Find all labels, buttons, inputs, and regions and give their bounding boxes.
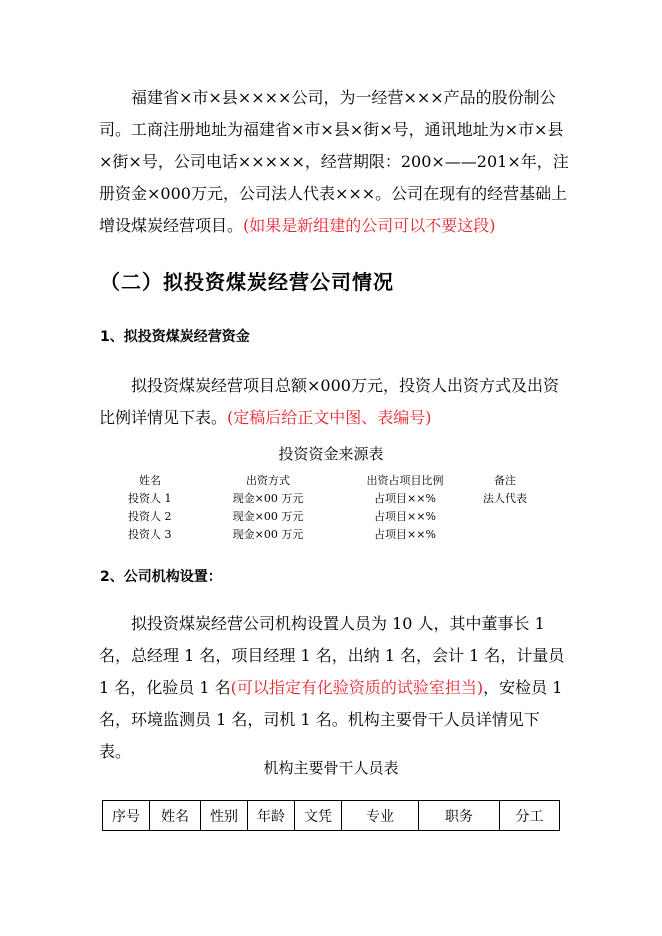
- subsection-2-heading: 2、公司机构设置：: [100, 569, 222, 585]
- fund-cell: 投资人 2: [128, 510, 172, 523]
- staff-table: [102, 800, 560, 831]
- fund-header-cell: 姓名: [139, 474, 161, 487]
- organization-text-end: ，安检员 1 名，环境监测员 1 名，司机 1 名。机构主要骨干人员详情见下表。: [99, 678, 563, 761]
- intro-paragraph: [99, 82, 569, 242]
- intro-text: 福建省×市×县××××公司，为一经营×××产品的股份制公司。工商注册地址为福建省×市×县×街×号，通讯地址为×市×县×街×号，公司电话×××××，经营期限：200×——201×年，注册资金×000万元，公司法人代表×××。公司在现有的经营基础上增设煤炭经营项目。: [99, 88, 569, 235]
- fund-cell: 投资人 1: [128, 492, 172, 505]
- fund-cell: 占项目××%: [374, 492, 436, 505]
- fund-header-cell: 出资占项目比例: [366, 474, 444, 487]
- fund-cell: 现金×00 万元: [232, 510, 304, 523]
- staff-header-cell: 文凭: [295, 801, 342, 831]
- fund-cell: 投资人 3: [128, 528, 172, 541]
- fund-cell: 占项目××%: [374, 528, 436, 541]
- organization-text: 拟投资煤炭经营公司机构设置人员为 10 人，其中董事长 1 名，总经理 1 名，项目经理 1 名，出纳 1 名，会计 1 名，计量员 1 名，化验员 1 名: [99, 614, 565, 697]
- fund-cell: 现金×00 万元: [232, 528, 304, 541]
- subsection-1-heading: 1、拟投资煤炭经营资金: [100, 329, 250, 345]
- fund-table-caption: 投资资金来源表: [278, 445, 384, 463]
- investment-paragraph: [99, 370, 569, 434]
- staff-header-cell: 专业: [342, 801, 419, 831]
- fund-cell: 占项目××%: [374, 510, 436, 523]
- fund-header-cell: 出资方式: [246, 474, 290, 487]
- staff-header-cell: 序号: [103, 801, 150, 831]
- fund-header-cell: 备注: [494, 474, 516, 487]
- staff-header-cell: 年龄: [248, 801, 295, 831]
- intro-note: (如果是新组建的公司可以不要这段): [243, 216, 496, 235]
- fund-cell: 法人代表: [483, 492, 527, 505]
- staff-header-cell: 职务: [419, 801, 500, 831]
- staff-header-cell: 姓名: [150, 801, 201, 831]
- staff-table-header-row: [103, 801, 560, 831]
- organization-note: (可以指定有化验资质的试验室担当): [230, 678, 484, 697]
- fund-cell: 现金×00 万元: [232, 492, 304, 505]
- staff-table-caption: 机构主要骨干人员表: [263, 759, 399, 777]
- organization-paragraph: [99, 608, 569, 768]
- investment-text: 拟投资煤炭经营项目总额×000万元，投资人出资方式及出资比例详情见下表。: [99, 376, 559, 427]
- section-2-heading: （二）拟投资煤炭经营公司情况: [100, 270, 394, 294]
- investment-note: (定稿后给正文中图、表编号): [227, 408, 432, 427]
- staff-header-cell: 性别: [201, 801, 248, 831]
- staff-header-cell: 分工: [500, 801, 560, 831]
